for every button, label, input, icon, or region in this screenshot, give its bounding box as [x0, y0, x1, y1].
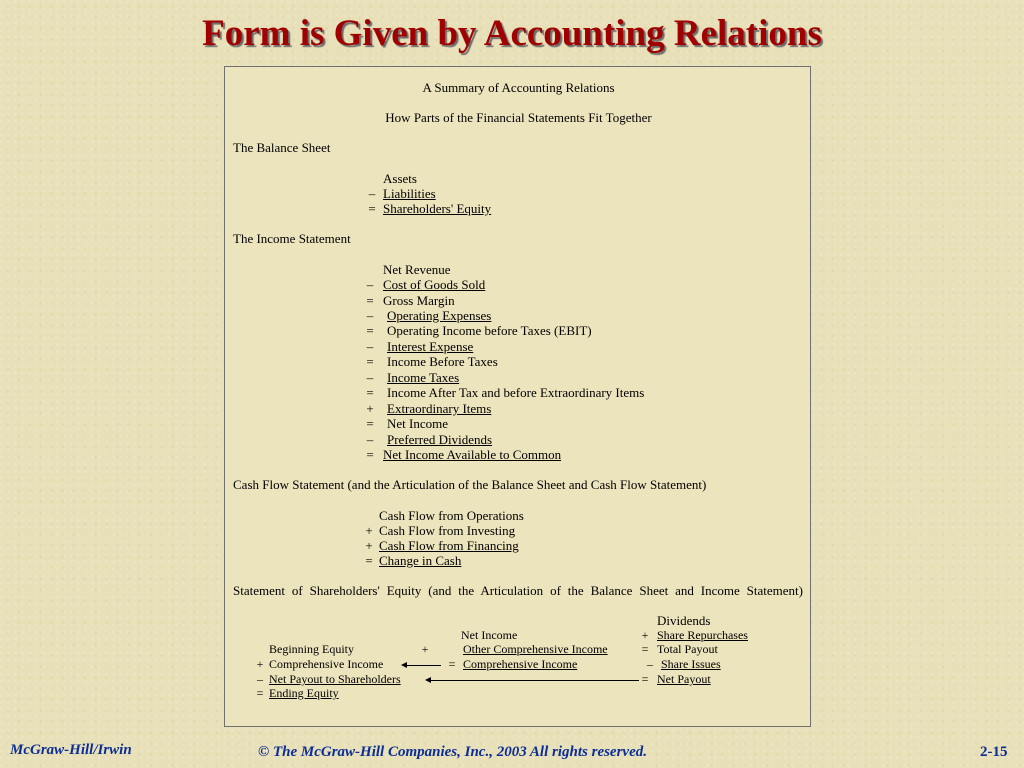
- line-liabilities: Liabilities: [383, 186, 436, 201]
- operator: =: [366, 447, 374, 462]
- line-comprehensive-income: Comprehensive Income: [269, 657, 384, 671]
- line-net-payout-to-shareholders: Net Payout to Shareholders: [269, 672, 401, 686]
- line-income-after-tax: Income After Tax and before Extraordinary Items: [387, 385, 645, 400]
- line-other-comprehensive-income: Other Comprehensive Income: [463, 642, 608, 656]
- line-net-revenue: Net Revenue: [383, 262, 451, 277]
- line-operating-expenses: Operating Expenses: [387, 308, 492, 323]
- operator: =: [368, 201, 376, 216]
- operator: +: [365, 538, 373, 553]
- operator: –: [366, 308, 374, 323]
- operator: +: [256, 657, 264, 671]
- line-assets: Assets: [383, 171, 417, 186]
- operator: =: [366, 385, 374, 400]
- cash-flow-heading: Cash Flow Statement (and the Articulation of the Balance Sheet and Cash Flow Statement): [233, 477, 707, 492]
- footer-publisher: McGraw-Hill/Irwin: [10, 742, 132, 758]
- line-net-income-available-to-common: Net Income Available to Common: [383, 447, 562, 462]
- operator: =: [366, 354, 374, 369]
- line-share-issues: Share Issues: [661, 657, 721, 671]
- operator: –: [366, 339, 374, 354]
- line-share-repurchases: Share Repurchases: [657, 628, 748, 642]
- summary-subheading: How Parts of the Financial Statements Fit Together: [385, 110, 652, 125]
- line-preferred-dividends: Preferred Dividends: [387, 432, 493, 447]
- line-operating-income: Operating Income before Taxes (EBIT): [387, 323, 592, 338]
- operator: –: [368, 186, 376, 201]
- equity-statement-heading: Statement of Shareholders' Equity (and the Articulation of the Balance Sheet and Income Statement): [233, 583, 803, 598]
- line-dividends: Dividends: [657, 613, 711, 628]
- line-gross-margin: Gross Margin: [383, 293, 455, 308]
- operator: =: [366, 293, 374, 308]
- line-income-before-taxes: Income Before Taxes: [387, 354, 498, 369]
- operator: =: [256, 686, 264, 700]
- summary-heading: A Summary of Accounting Relations: [422, 80, 615, 95]
- line-beginning-equity: Beginning Equity: [269, 642, 354, 656]
- line-interest-expense: Interest Expense: [387, 339, 474, 354]
- operator: =: [366, 323, 374, 338]
- line-extraordinary-items: Extraordinary Items: [387, 401, 492, 416]
- operator: –: [366, 432, 374, 447]
- line-ending-equity: Ending Equity: [269, 686, 339, 700]
- operator: =: [366, 416, 374, 431]
- slide-title: Form is Given by Accounting Relations: [202, 13, 822, 54]
- line-shareholders-equity: Shareholders' Equity: [383, 201, 492, 216]
- operator: +: [365, 523, 373, 538]
- line-change-in-cash: Change in Cash: [379, 553, 462, 568]
- line-net-payout: Net Payout: [657, 672, 711, 686]
- line-net-income: Net Income: [461, 628, 518, 642]
- operator: =: [365, 553, 373, 568]
- operator: =: [641, 672, 649, 686]
- arrow-shaft: [429, 680, 639, 681]
- income-statement-heading: The Income Statement: [233, 231, 351, 246]
- operator: +: [641, 628, 649, 642]
- operator: –: [366, 370, 374, 385]
- line-total-payout: Total Payout: [657, 642, 718, 656]
- operator: –: [366, 277, 374, 292]
- operator: +: [421, 642, 429, 656]
- line-cash-flow-financing: Cash Flow from Financing: [379, 538, 519, 553]
- operator: +: [366, 401, 374, 416]
- operator: =: [641, 642, 649, 656]
- line-comprehensive-income-total: Comprehensive Income: [463, 657, 578, 671]
- accounting-summary-panel: [224, 66, 811, 727]
- footer-copyright: © The McGraw-Hill Companies, Inc., 2003 All rights reserved.: [258, 744, 647, 760]
- line-net-income: Net Income: [387, 416, 449, 431]
- footer-page-number: 2-15: [980, 744, 1008, 760]
- operator: –: [647, 657, 653, 671]
- arrow-shaft: [405, 665, 441, 666]
- line-cash-flow-investing: Cash Flow from Investing: [379, 523, 516, 538]
- line-cost-of-goods-sold: Cost of Goods Sold: [383, 277, 486, 292]
- line-income-taxes: Income Taxes: [387, 370, 460, 385]
- balance-sheet-heading: The Balance Sheet: [233, 140, 331, 155]
- operator: =: [448, 657, 456, 671]
- line-cash-flow-operations: Cash Flow from Operations: [379, 508, 524, 523]
- operator: –: [257, 672, 263, 686]
